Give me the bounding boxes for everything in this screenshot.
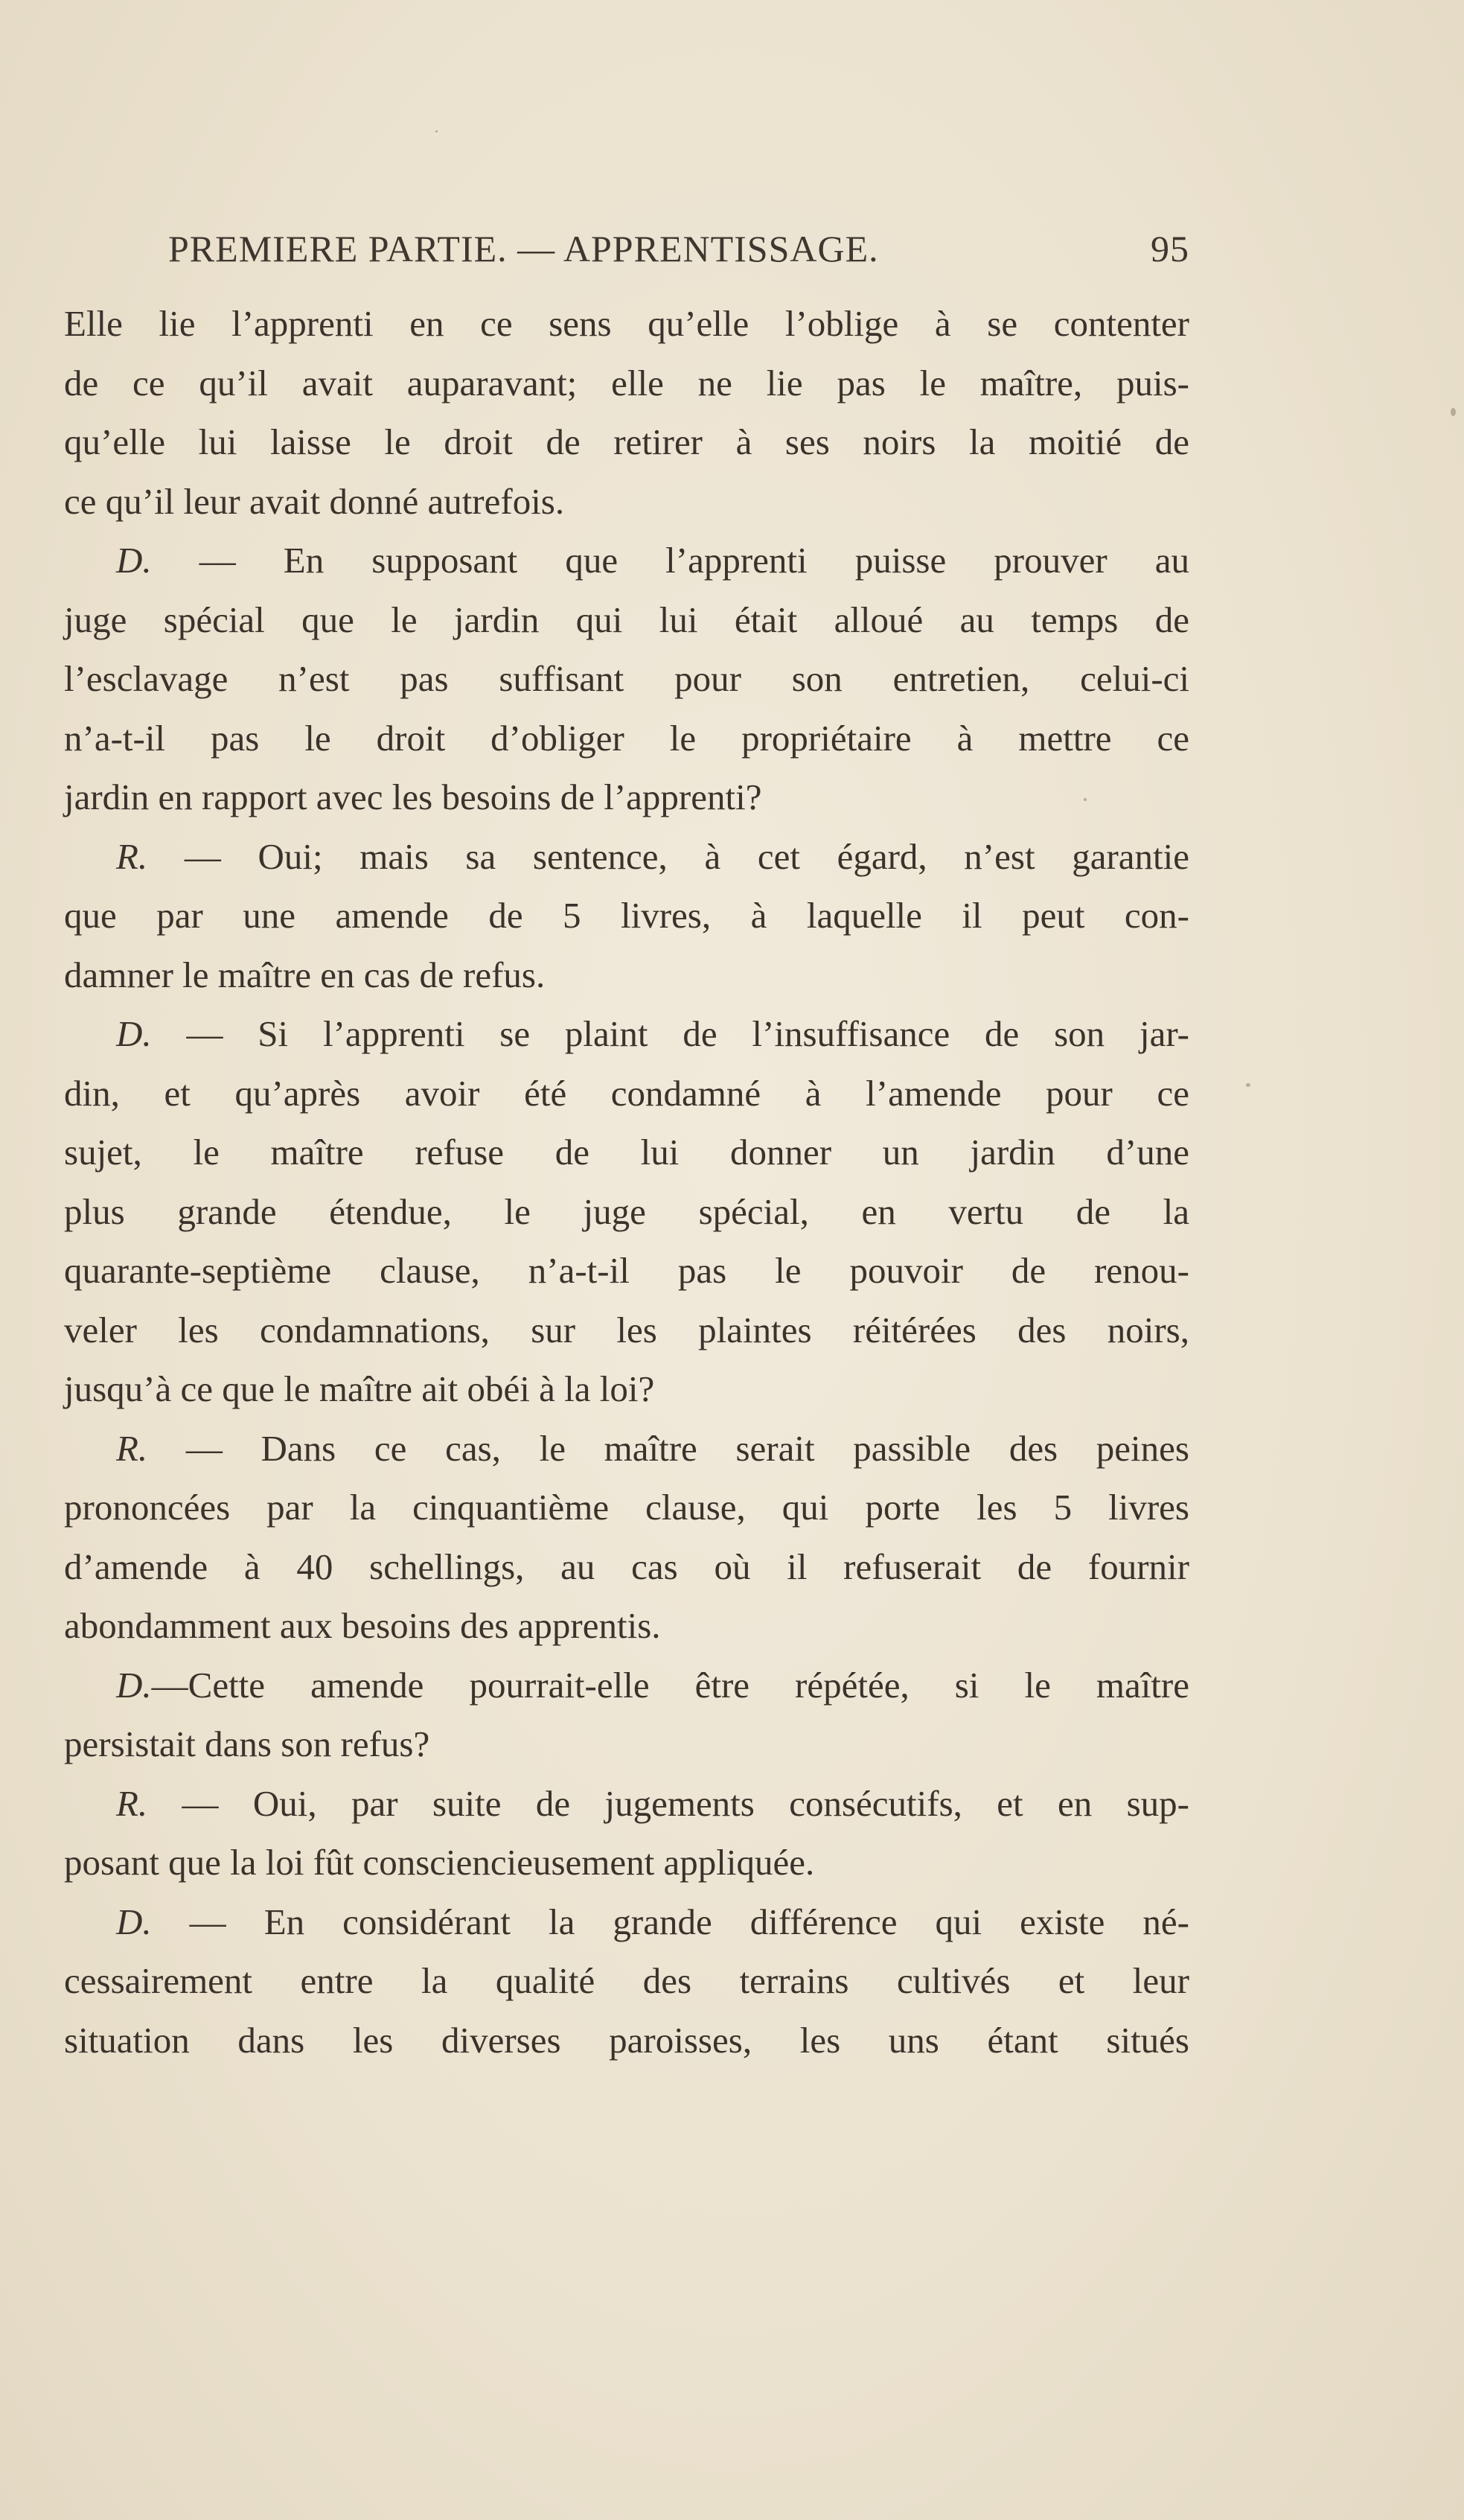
paper-speck	[1084, 798, 1087, 801]
speaker-label: D.	[116, 1901, 152, 1942]
text-line: damner le maître en cas de refus.	[64, 954, 546, 995]
text-line: situation dans les diverses paroisses, les uns étant situés	[64, 2019, 1189, 2061]
text-line: cessairement entre la qualité des terrains cultivés et leur	[64, 1960, 1189, 2001]
text-line: persistait dans son refus?	[64, 1723, 430, 1764]
answer-line: R. — Oui, par suite de jugements consécutifs, et en sup-	[116, 1782, 1189, 1824]
text-line: l’esclavage n’est pas suffisant pour son entretien, celui-ci	[64, 658, 1189, 699]
question-line: D. — Si l’apprenti se plaint de l’insuffisance de son jar-	[116, 1013, 1189, 1054]
speaker-label: R.	[116, 1427, 148, 1469]
text-line: jusqu’à ce que le maître ait obéi à la loi?	[64, 1368, 655, 1409]
text-line: de ce qu’il avait auparavant; elle ne lie pas le maître, puis-	[64, 362, 1189, 403]
text-line: abondamment aux besoins des apprentis.	[64, 1605, 661, 1646]
text-line: quarante-septième clause, n’a-t-il pas le pouvoir de renou-	[64, 1250, 1189, 1291]
speaker-label: D.	[116, 1664, 152, 1706]
text-line: veler les condamnations, sur les plaintes réitérées des noirs,	[64, 1309, 1189, 1350]
running-title: PREMIERE PARTIE. — APPRENTISSAGE.	[168, 228, 879, 269]
text-line: sujet, le maître refuse de lui donner un jardin d’une	[64, 1132, 1189, 1173]
answer-line: R. — Oui; mais sa sentence, à cet égard, n’est garantie	[116, 835, 1189, 877]
text-line: d’amende à 40 schellings, au cas où il refuserait de fournir	[64, 1546, 1189, 1587]
text-line: din, et qu’après avoir été condamné à l’amende pour ce	[64, 1072, 1189, 1114]
question-line: D. — En supposant que l’apprenti puisse prouver au	[116, 540, 1189, 581]
text-line: posant que la loi fût consciencieusement appliquée.	[64, 1842, 815, 1883]
speaker-label: D.	[116, 1013, 152, 1054]
paper-speck	[435, 130, 438, 133]
speaker-label: R.	[116, 835, 148, 877]
text-line: ce qu’il leur avait donné autrefois.	[64, 480, 565, 522]
text-line: Elle lie l’apprenti en ce sens qu’elle l’oblige à se contenter	[64, 303, 1189, 344]
text-line: prononcées par la cinquantième clause, qui porte les 5 livres	[64, 1487, 1189, 1528]
speaker-label: D.	[116, 540, 152, 581]
speaker-label: R.	[116, 1782, 148, 1824]
question-line: D. — En considérant la grande différence qui existe né-	[116, 1901, 1189, 1942]
page-header	[168, 227, 1189, 287]
paper-speck	[1451, 408, 1456, 416]
text-line: juge spécial que le jardin qui lui était alloué au temps de	[64, 599, 1189, 640]
text-line: plus grande étendue, le juge spécial, en vertu de la	[64, 1190, 1189, 1232]
body-text	[64, 294, 1189, 2070]
text-line: qu’elle lui laisse le droit de retirer à ses noirs la moitié de	[64, 421, 1189, 462]
text-line: n’a-t-il pas le droit d’obliger le propriétaire à mettre ce	[64, 717, 1189, 759]
page-number: 95	[1151, 228, 1189, 269]
text-line: que par une amende de 5 livres, à laquelle il peut con-	[64, 895, 1189, 936]
question-line: D.—Cette amende pourrait-elle être répétée, si le maître	[116, 1664, 1189, 1706]
paper-speck	[1246, 1083, 1250, 1087]
text-line: jardin en rapport avec les besoins de l’apprenti?	[64, 776, 762, 817]
answer-line: R. — Dans ce cas, le maître serait passible des peines	[116, 1427, 1189, 1469]
